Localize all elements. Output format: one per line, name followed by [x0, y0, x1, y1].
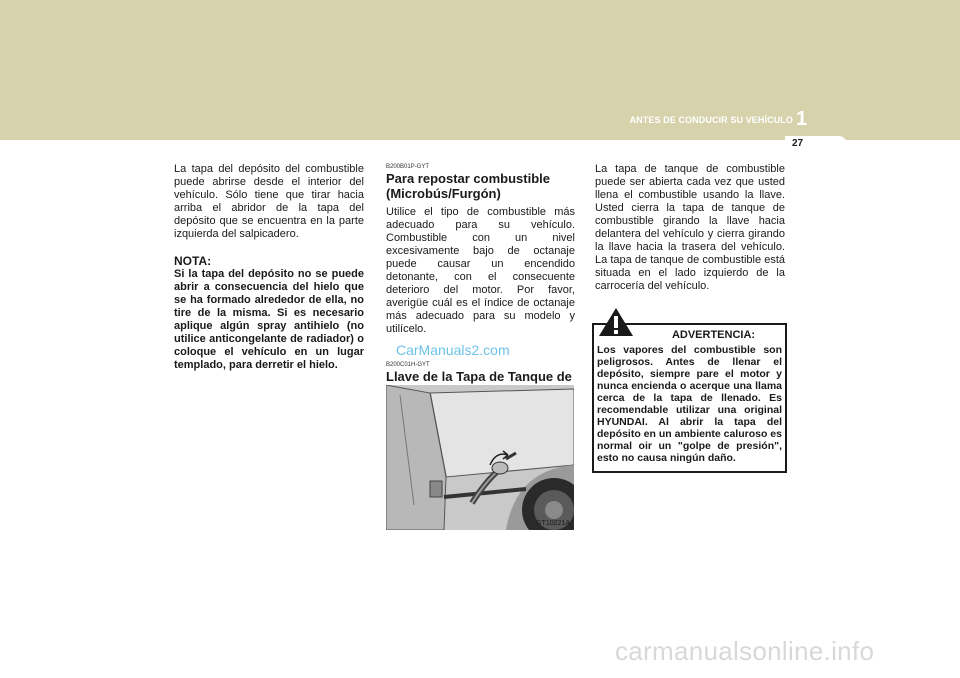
truck-fuel-cap-drawing	[386, 385, 574, 530]
column-left	[174, 163, 364, 372]
chapter-number: 1	[796, 108, 808, 130]
warning-body: Los vapores del combustible son peligrosos. Antes de llenar el depósito, siempre pare el motor y nunca encienda o acerque una llama cerca de la tapa de llenado. Es recomendable utilizar una original HYUNDAI. Al abrir la tapa del depósito en un ambiente caluroso es normal oir un "golpe de presión", esto no causa ningún daño.	[597, 344, 782, 464]
warning-title: ADVERTENCIA:	[671, 329, 756, 341]
section1-code: B200B01P-GYT	[386, 164, 430, 170]
section2-title: Llave de la Tapa de Tanque de	[386, 369, 572, 384]
exclamation-icon	[598, 307, 634, 337]
watermark-top: CarManuals2.com	[396, 342, 510, 358]
chapter-title: ANTES DE CONDUCIR SU VEHÍCULO	[629, 115, 793, 125]
section1-body: Utilice el tipo de combustible más adecuado para su vehículo. Combustible con un nivel excesivamente bajo de octanaje puede causar un encendido detonante, con el consecuente deterioro del motor. Por favor, averigüe cuál es el índice de octanaje más adecuado para su modelo y utilícelo.	[386, 206, 575, 335]
warning-box	[592, 323, 787, 473]
nota-heading: NOTA:	[174, 254, 212, 268]
column-right	[595, 163, 785, 293]
column-middle	[386, 163, 575, 399]
section2-code: B200C01H-GYT	[386, 362, 430, 368]
intro-paragraph: La tapa del depósito del combustible puede abrirse desde el interior del vehículo. Sólo tiene que tirar hacia arriba el abridor de la tapa del depósito que se encuentra en la parte izquierda del salpicadero.	[174, 163, 364, 240]
nota-body: Si la tapa del depósito no se puede abrir a consecuencia del hielo que se ha formado alrededor de ella, no tire de la misma. Si es necesario aplique algún spray antihielo (no utilice anticongelante de radiador) o coloque el vehículo en un lugar templado, para derretir el hielo.	[174, 268, 364, 371]
page-number: 27	[792, 138, 804, 149]
figure-code: GT10221A	[536, 520, 570, 527]
watermark-bottom: carmanualsonline.info	[615, 636, 875, 666]
key-paragraph: La tapa de tanque de combustible puede ser abierta cada vez que usted llena el combustible usando la llave. Usted cierra la tapa de tanque de combustible girando la llave hacia delantera del vehículo y cierra girando la llave hacia la trasera del vehículo. La tapa de tanque de combustible está situada en el lado izquierdo de la carrocería del vehículo.	[595, 163, 785, 292]
fuel-cap-illustration	[386, 385, 574, 530]
section1-title: Para repostar combustible (Microbús/Furgón)	[386, 171, 550, 201]
header-band	[0, 0, 960, 140]
